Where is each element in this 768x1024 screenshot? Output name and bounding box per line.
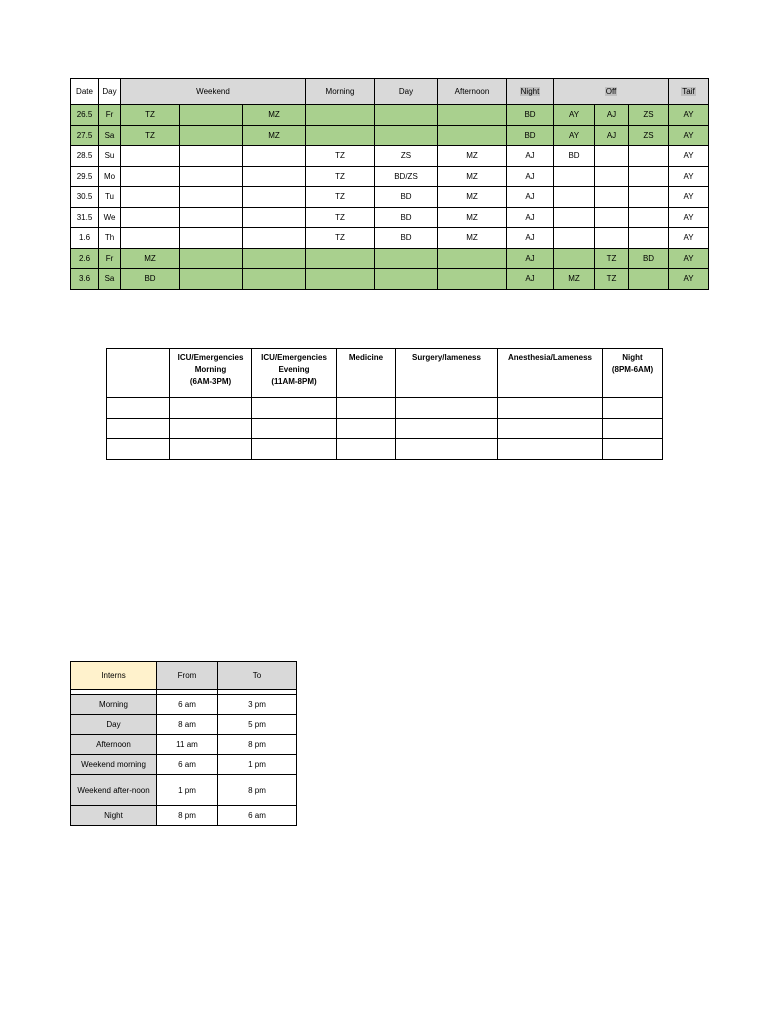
rotation-row <box>107 398 663 419</box>
day-shift-cell: ZS <box>375 146 438 167</box>
interns-to-cell: 5 pm <box>218 715 297 735</box>
rotation-cell <box>252 398 337 419</box>
weekend-cell-2 <box>180 207 243 228</box>
taif-cell: AY <box>669 125 709 146</box>
weekend-cell-3 <box>243 269 306 290</box>
day-cell: Fr <box>99 248 121 269</box>
taif-cell: AY <box>669 146 709 167</box>
schedule-row <box>71 187 709 208</box>
rotation-cell <box>337 439 396 460</box>
taif-cell: AY <box>669 248 709 269</box>
off-cell-1 <box>554 166 595 187</box>
date-cell: 31.5 <box>71 207 99 228</box>
weekend-cell-2 <box>180 166 243 187</box>
weekend-cell-3 <box>243 187 306 208</box>
schedule-header-row <box>71 79 709 105</box>
interns-from-cell: 6 am <box>157 755 218 775</box>
rotation-header-cell <box>603 349 663 398</box>
off-cell-2 <box>595 146 629 167</box>
off-cell-1 <box>554 187 595 208</box>
interns-row <box>71 715 297 735</box>
off-cell-3 <box>629 228 669 249</box>
morning-cell <box>306 105 375 126</box>
rotation-row <box>107 418 663 439</box>
rotation-header-cell <box>396 349 498 398</box>
rotation-table <box>106 348 663 460</box>
off-cell-1 <box>554 228 595 249</box>
schedule-row <box>71 248 709 269</box>
schedule-row <box>71 166 709 187</box>
rotation-cell <box>252 418 337 439</box>
afternoon-cell: MZ <box>438 187 507 208</box>
afternoon-cell: MZ <box>438 207 507 228</box>
schedule-row <box>71 125 709 146</box>
off-cell-3 <box>629 207 669 228</box>
off-cell-3: ZS <box>629 125 669 146</box>
rotation-cell <box>396 398 498 419</box>
day-cell: Tu <box>99 187 121 208</box>
interns-label-cell: Afternoon <box>71 735 157 755</box>
rotation-cell <box>603 418 663 439</box>
weekend-cell-1: TZ <box>121 125 180 146</box>
afternoon-cell <box>438 248 507 269</box>
weekend-cell-3 <box>243 146 306 167</box>
interns-to-cell: 3 pm <box>218 695 297 715</box>
weekend-cell-2 <box>180 125 243 146</box>
rotation-header-line: (6AM-3PM) <box>189 377 232 386</box>
weekend-cell-1 <box>121 166 180 187</box>
off-cell-2: AJ <box>595 105 629 126</box>
interns-to-cell: 8 pm <box>218 775 297 806</box>
day-shift-cell: BD <box>375 187 438 208</box>
rotation-cell <box>603 398 663 419</box>
rotation-header-line: (11AM-8PM) <box>271 377 317 386</box>
afternoon-cell: MZ <box>438 228 507 249</box>
day-cell: Mo <box>99 166 121 187</box>
rotation-header-line: Anesthesia/Lameness <box>507 353 593 362</box>
morning-cell: TZ <box>306 146 375 167</box>
schedule-row <box>71 146 709 167</box>
weekend-cell-3 <box>243 248 306 269</box>
date-cell: 2.6 <box>71 248 99 269</box>
rotation-cell <box>107 439 170 460</box>
date-cell: 27.5 <box>71 125 99 146</box>
morning-cell: TZ <box>306 187 375 208</box>
day-cell: Th <box>99 228 121 249</box>
rotation-header-line: Surgery/lameness <box>412 353 481 362</box>
off-cell-3 <box>629 269 669 290</box>
header-day-shift: Day <box>375 79 438 105</box>
off-cell-2: AJ <box>595 125 629 146</box>
night-cell: BD <box>507 105 554 126</box>
off-cell-3 <box>629 146 669 167</box>
rotation-cell <box>498 398 603 419</box>
rotation-header-cell <box>337 349 396 398</box>
weekend-cell-1: MZ <box>121 248 180 269</box>
afternoon-cell: MZ <box>438 146 507 167</box>
schedule-row <box>71 228 709 249</box>
weekend-cell-2 <box>180 228 243 249</box>
night-cell: AJ <box>507 166 554 187</box>
weekend-cell-2 <box>180 105 243 126</box>
weekend-cell-1 <box>121 207 180 228</box>
schedule-row <box>71 105 709 126</box>
night-cell: AJ <box>507 146 554 167</box>
rotation-cell <box>498 439 603 460</box>
rotation-cell <box>396 439 498 460</box>
afternoon-cell <box>438 105 507 126</box>
interns-row <box>71 755 297 775</box>
interns-label-cell: Weekend after-noon <box>71 775 157 806</box>
day-shift-cell <box>375 248 438 269</box>
header-off <box>554 79 669 105</box>
rotation-cell <box>107 418 170 439</box>
weekend-cell-2 <box>180 269 243 290</box>
schedule-row <box>71 269 709 290</box>
interns-row <box>71 775 297 806</box>
weekend-cell-1: BD <box>121 269 180 290</box>
taif-cell: AY <box>669 228 709 249</box>
day-cell: Sa <box>99 125 121 146</box>
weekend-cell-2 <box>180 146 243 167</box>
rotation-header-line: Evening <box>278 365 310 374</box>
rotation-row <box>107 439 663 460</box>
day-cell: Su <box>99 146 121 167</box>
header-taif <box>669 79 709 105</box>
night-cell: AJ <box>507 228 554 249</box>
day-shift-cell: BD <box>375 207 438 228</box>
off-cell-3 <box>629 187 669 208</box>
weekend-cell-3 <box>243 207 306 228</box>
interns-header-from: From <box>157 662 218 690</box>
header-morning: Morning <box>306 79 375 105</box>
interns-from-cell: 8 am <box>157 715 218 735</box>
afternoon-cell: MZ <box>438 166 507 187</box>
off-cell-1 <box>554 248 595 269</box>
header-day: Day <box>99 79 121 105</box>
date-cell: 3.6 <box>71 269 99 290</box>
morning-cell <box>306 248 375 269</box>
off-cell-1: AY <box>554 105 595 126</box>
interns-header-to: To <box>218 662 297 690</box>
interns-from-cell: 6 am <box>157 695 218 715</box>
interns-to-cell: 1 pm <box>218 755 297 775</box>
header-night-label: Night <box>520 87 540 96</box>
morning-cell <box>306 269 375 290</box>
off-cell-2 <box>595 187 629 208</box>
header-weekend: Weekend <box>121 79 306 105</box>
off-cell-2 <box>595 166 629 187</box>
header-taif-label: Taif <box>682 87 695 96</box>
rotation-header-line: ICU/Emergencies <box>261 353 327 362</box>
off-cell-1: BD <box>554 146 595 167</box>
taif-cell: AY <box>669 166 709 187</box>
rotation-header-line: Medicine <box>348 353 384 362</box>
rotation-header-cell <box>107 349 170 398</box>
taif-cell: AY <box>669 269 709 290</box>
date-cell: 26.5 <box>71 105 99 126</box>
rotation-header-line: (8PM-6AM) <box>611 365 654 374</box>
night-cell: BD <box>507 125 554 146</box>
off-cell-2 <box>595 207 629 228</box>
off-cell-2 <box>595 228 629 249</box>
day-shift-cell <box>375 269 438 290</box>
morning-cell: TZ <box>306 166 375 187</box>
weekend-cell-1: TZ <box>121 105 180 126</box>
rotation-cell <box>603 439 663 460</box>
schedule-row <box>71 207 709 228</box>
weekend-cell-3: MZ <box>243 105 306 126</box>
night-cell: AJ <box>507 248 554 269</box>
off-cell-1: MZ <box>554 269 595 290</box>
off-cell-2: TZ <box>595 248 629 269</box>
rotation-header-cell <box>498 349 603 398</box>
day-shift-cell <box>375 105 438 126</box>
header-afternoon: Afternoon <box>438 79 507 105</box>
rotation-header-line: ICU/Emergencies <box>177 353 244 362</box>
off-cell-3: ZS <box>629 105 669 126</box>
interns-label-cell: Morning <box>71 695 157 715</box>
header-night <box>507 79 554 105</box>
taif-cell: AY <box>669 207 709 228</box>
interns-from-cell: 1 pm <box>157 775 218 806</box>
taif-cell: AY <box>669 187 709 208</box>
weekend-cell-3: MZ <box>243 125 306 146</box>
weekend-cell-3 <box>243 228 306 249</box>
weekend-cell-1 <box>121 228 180 249</box>
off-cell-3: BD <box>629 248 669 269</box>
interns-label-cell: Day <box>71 715 157 735</box>
interns-from-cell: 8 pm <box>157 806 218 826</box>
rotation-cell <box>170 398 252 419</box>
rotation-header-cell <box>170 349 252 398</box>
rotation-cell <box>396 418 498 439</box>
date-cell: 28.5 <box>71 146 99 167</box>
rotation-cell <box>337 398 396 419</box>
night-cell: AJ <box>507 187 554 208</box>
weekend-cell-2 <box>180 187 243 208</box>
rotation-header-row <box>107 349 663 398</box>
day-cell: We <box>99 207 121 228</box>
day-shift-cell: BD/ZS <box>375 166 438 187</box>
rotation-cell <box>170 439 252 460</box>
weekend-cell-3 <box>243 166 306 187</box>
off-cell-1: AY <box>554 125 595 146</box>
off-cell-1 <box>554 207 595 228</box>
interns-to-cell: 6 am <box>218 806 297 826</box>
rotation-cell <box>498 418 603 439</box>
interns-row <box>71 735 297 755</box>
day-shift-cell <box>375 125 438 146</box>
day-cell: Sa <box>99 269 121 290</box>
morning-cell: TZ <box>306 228 375 249</box>
interns-label-cell: Weekend morning <box>71 755 157 775</box>
interns-header-row <box>71 662 297 690</box>
header-off-label: Off <box>605 87 617 96</box>
interns-hours-table <box>70 661 297 826</box>
night-cell: AJ <box>507 207 554 228</box>
day-shift-cell: BD <box>375 228 438 249</box>
date-cell: 30.5 <box>71 187 99 208</box>
off-cell-3 <box>629 166 669 187</box>
morning-cell: TZ <box>306 207 375 228</box>
weekend-cell-1 <box>121 146 180 167</box>
date-cell: 29.5 <box>71 166 99 187</box>
rotation-header-cell <box>252 349 337 398</box>
interns-header-label: Interns <box>71 662 157 690</box>
rotation-cell <box>337 418 396 439</box>
interns-to-cell: 8 pm <box>218 735 297 755</box>
afternoon-cell <box>438 269 507 290</box>
rotation-cell <box>170 418 252 439</box>
taif-cell: AY <box>669 105 709 126</box>
interns-from-cell: 11 am <box>157 735 218 755</box>
weekend-cell-2 <box>180 248 243 269</box>
afternoon-cell <box>438 125 507 146</box>
morning-cell <box>306 125 375 146</box>
night-cell: AJ <box>507 269 554 290</box>
rotation-cell <box>107 398 170 419</box>
interns-row <box>71 806 297 826</box>
off-cell-2: TZ <box>595 269 629 290</box>
day-cell: Fr <box>99 105 121 126</box>
interns-row <box>71 695 297 715</box>
rotation-cell <box>252 439 337 460</box>
shift-schedule-table <box>70 78 709 290</box>
interns-label-cell: Night <box>71 806 157 826</box>
date-cell: 1.6 <box>71 228 99 249</box>
weekend-cell-1 <box>121 187 180 208</box>
rotation-header-line: Morning <box>194 365 227 374</box>
rotation-header-line: Night <box>622 353 643 362</box>
header-date: Date <box>71 79 99 105</box>
